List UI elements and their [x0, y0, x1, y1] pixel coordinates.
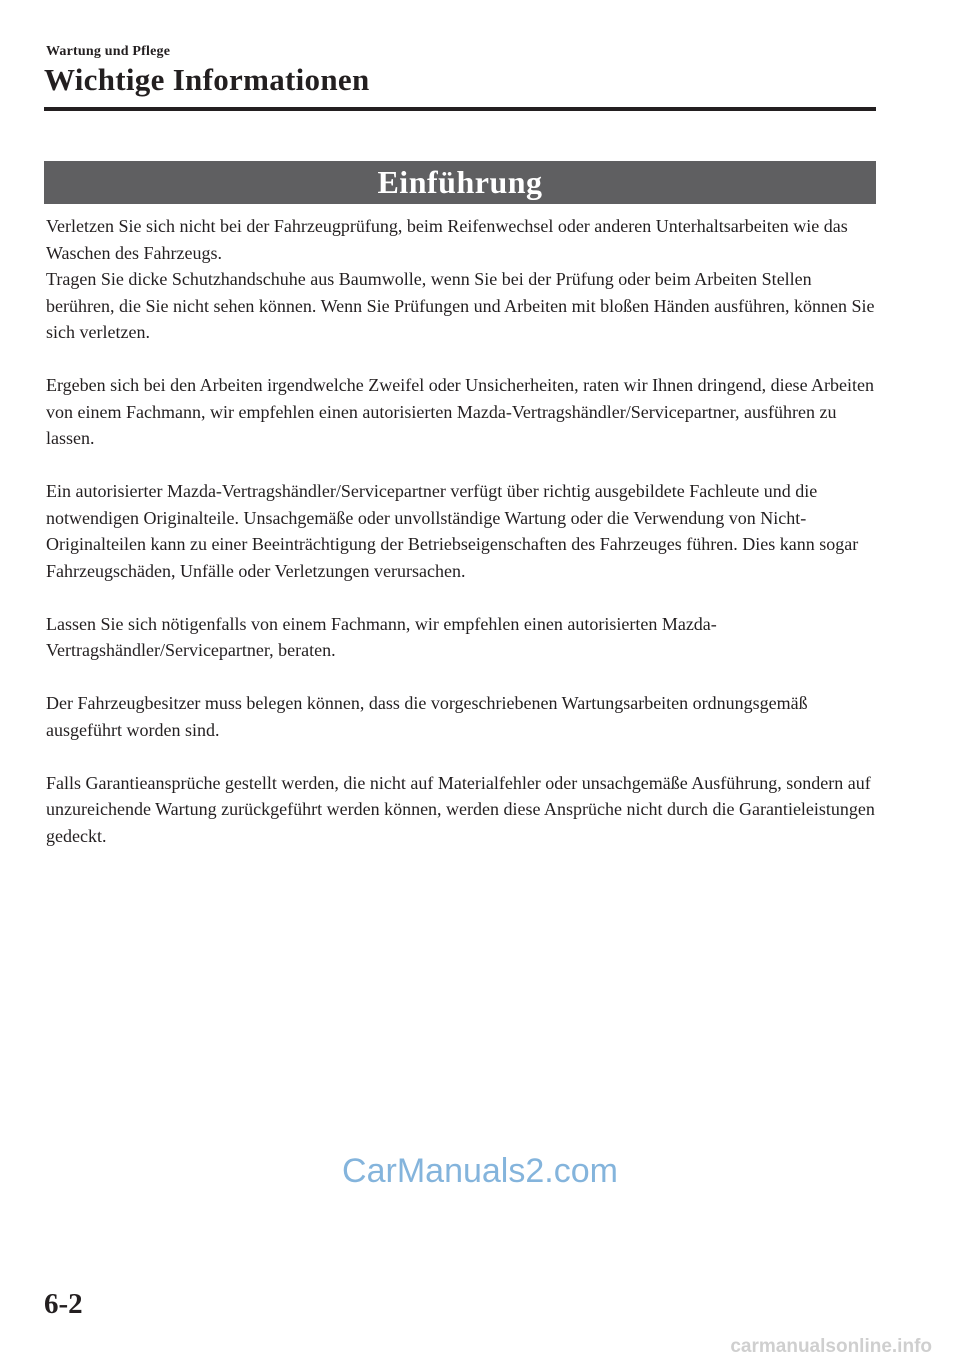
chapter-title: Wichtige Informationen: [44, 62, 370, 97]
site-watermark: carmanualsonline.info: [730, 1336, 932, 1357]
body-text: [46, 213, 876, 876]
paragraph: Verletzen Sie sich nicht bei der Fahrzeugprüfung, beim Reifenwechsel oder anderen Unterhaltsarbeiten wie das Waschen des Fahrzeugs.: [46, 216, 848, 263]
paragraph: Falls Garantieansprüche gestellt werden, die nicht auf Materialfehler oder unsachgemäße Ausführung, sondern auf unzureichende Wartung zurückgeführt werden können, werden diese Ansprüche nicht durch die Garantieleistungen gedeckt.: [46, 772, 875, 846]
section-title: Einführung: [377, 164, 543, 200]
title-divider: [44, 107, 876, 111]
paragraph-group-1: [46, 213, 876, 346]
paragraph: Ergeben sich bei den Arbeiten irgendwelche Zweifel oder Unsicherheiten, raten wir Ihnen dringend, diese Arbeiten von einem Fachmann, wir empfehlen einen autorisierten Mazda-Vertragshändler/Servicepartner, ausführen zu lassen.: [46, 375, 875, 448]
paragraph: Tragen Sie dicke Schutzhandschuhe aus Baumwolle, wenn Sie bei der Prüfung oder beim Arbeiten Stellen berühren, die Sie nicht sehen können. Wenn Sie Prüfungen und Arbeiten mit bloßen Händen ausführen, können Sie sich verletzen.: [46, 269, 875, 342]
paragraph: Lassen Sie sich nötigenfalls von einem Fachmann, wir empfehlen einen autorisierten Mazda-Vertragshändler/Servicepartner, beraten.: [46, 613, 717, 660]
paragraph: Ein autorisierter Mazda-Vertragshändler/Servicepartner verfügt über richtig ausgebildete Fachleute und die notwendigen Originalteile. Unsachgemäße oder unvollständige Wartung oder die Verwendung von Nicht-Originalteilen kann zu einer Beeinträchtigung der Betriebseigenschaften des Fahrzeuges führen. Dies kann sogar Fahrzeugschäden, Unfälle oder Verletzungen verursachen.: [46, 481, 859, 581]
section-banner: [44, 161, 876, 204]
page-number: 6-2: [44, 1288, 83, 1320]
running-head: Wartung und Pflege: [46, 44, 171, 59]
carmanuals-watermark: CarManuals2.com: [342, 1152, 618, 1190]
paragraph: Der Fahrzeugbesitzer muss belegen können, dass die vorgeschriebenen Wartungsarbeiten ordnungsgemäß ausgeführt worden sind.: [46, 693, 808, 740]
